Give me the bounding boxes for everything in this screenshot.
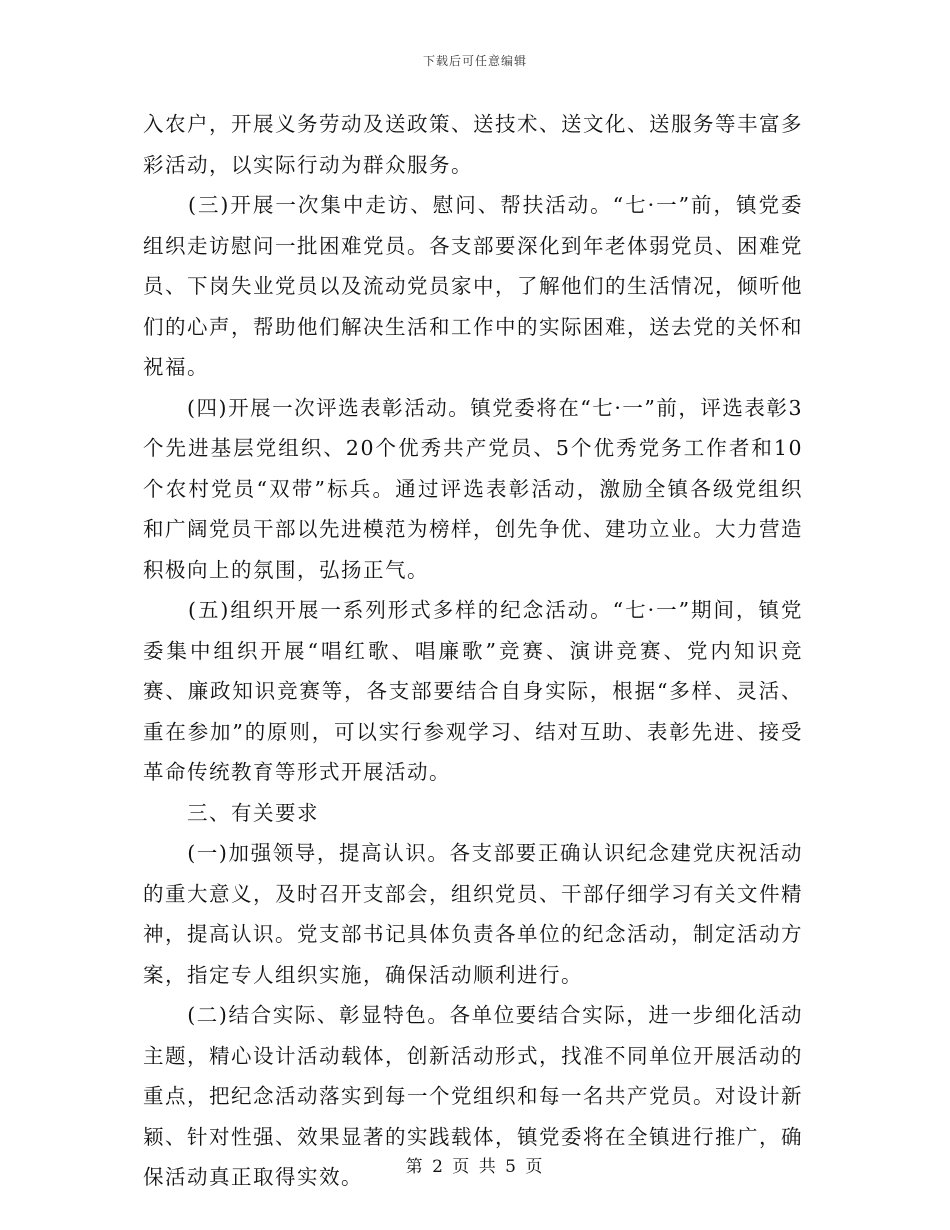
paragraph-requirement-2: (二)结合实际、彰显特色。各单位要结合实际，进一步细化活动主题，精心设计活动载体，创新活动形式，找准不同单位开展活动的重点，把纪念活动落实到每一个党组织和每一名共产党员。对设计新颖、针对性强、效果显著的实践载体，镇党委将在全镇进行推广，确保活动真正取得实效。: [143, 1003, 803, 1189]
page-header-note: 下载后可任意编辑: [422, 54, 527, 68]
paragraph-item-5-commemorations: (五)组织开展一系列形式多样的纪念活动。“七·一”期间，镇党委集中组织开展“唱红歌、唱廉歌”竞赛、演讲竞赛、党内知识竞赛、廉政知识竞赛等，各支部要结合自身实际，根据“多样、灵活、重在参加”的原则，可以实行参观学习、结对互助、表彰先进、接受革命传统教育等形式开展活动。: [143, 598, 803, 784]
document-body: [143, 104, 803, 1198]
paragraph-item-3-visits: (三)开展一次集中走访、慰问、帮扶活动。“七·一”前，镇党委组织走访慰问一批困难党员。各支部要深化到年老体弱党员、困难党员、下岗失业党员以及流动党员家中，了解他们的生活情况，倾听他们的心声，帮助他们解决生活和工作中的实际困难，送去党的关怀和祝福。: [143, 193, 803, 379]
section-heading-requirements: 三、有关要求: [143, 800, 319, 825]
paragraph-requirement-1: (一)加强领导，提高认识。各支部要正确认识纪念建党庆祝活动的重大意义，及时召开支部会，组织党员、干部仔细学习有关文件精神，提高认识。党支部书记具体负责各单位的纪念活动，制定活动方案，指定专人组织实施，确保活动顺利进行。: [143, 841, 803, 987]
paragraph-item-4-awards: (四)开展一次评选表彰活动。镇党委将在“七·一”前，评选表彰3个先进基层党组织、20个优秀共产党员、5个优秀党务工作者和10个农村党员“双带”标兵。通过评选表彰活动，激励全镇各级党组织和广阔党员干部以先进模范为榜样，创先争优、建功立业。大力营造积极向上的氛围，弘扬正气。: [143, 395, 803, 582]
page-number: 第 2 页 共 5 页: [405, 1157, 545, 1177]
paragraph-continued-activities: 入农户，开展义务劳动及送政策、送技术、送文化、送服务等丰富多彩活动，以实际行动为群众服务。: [143, 112, 803, 177]
